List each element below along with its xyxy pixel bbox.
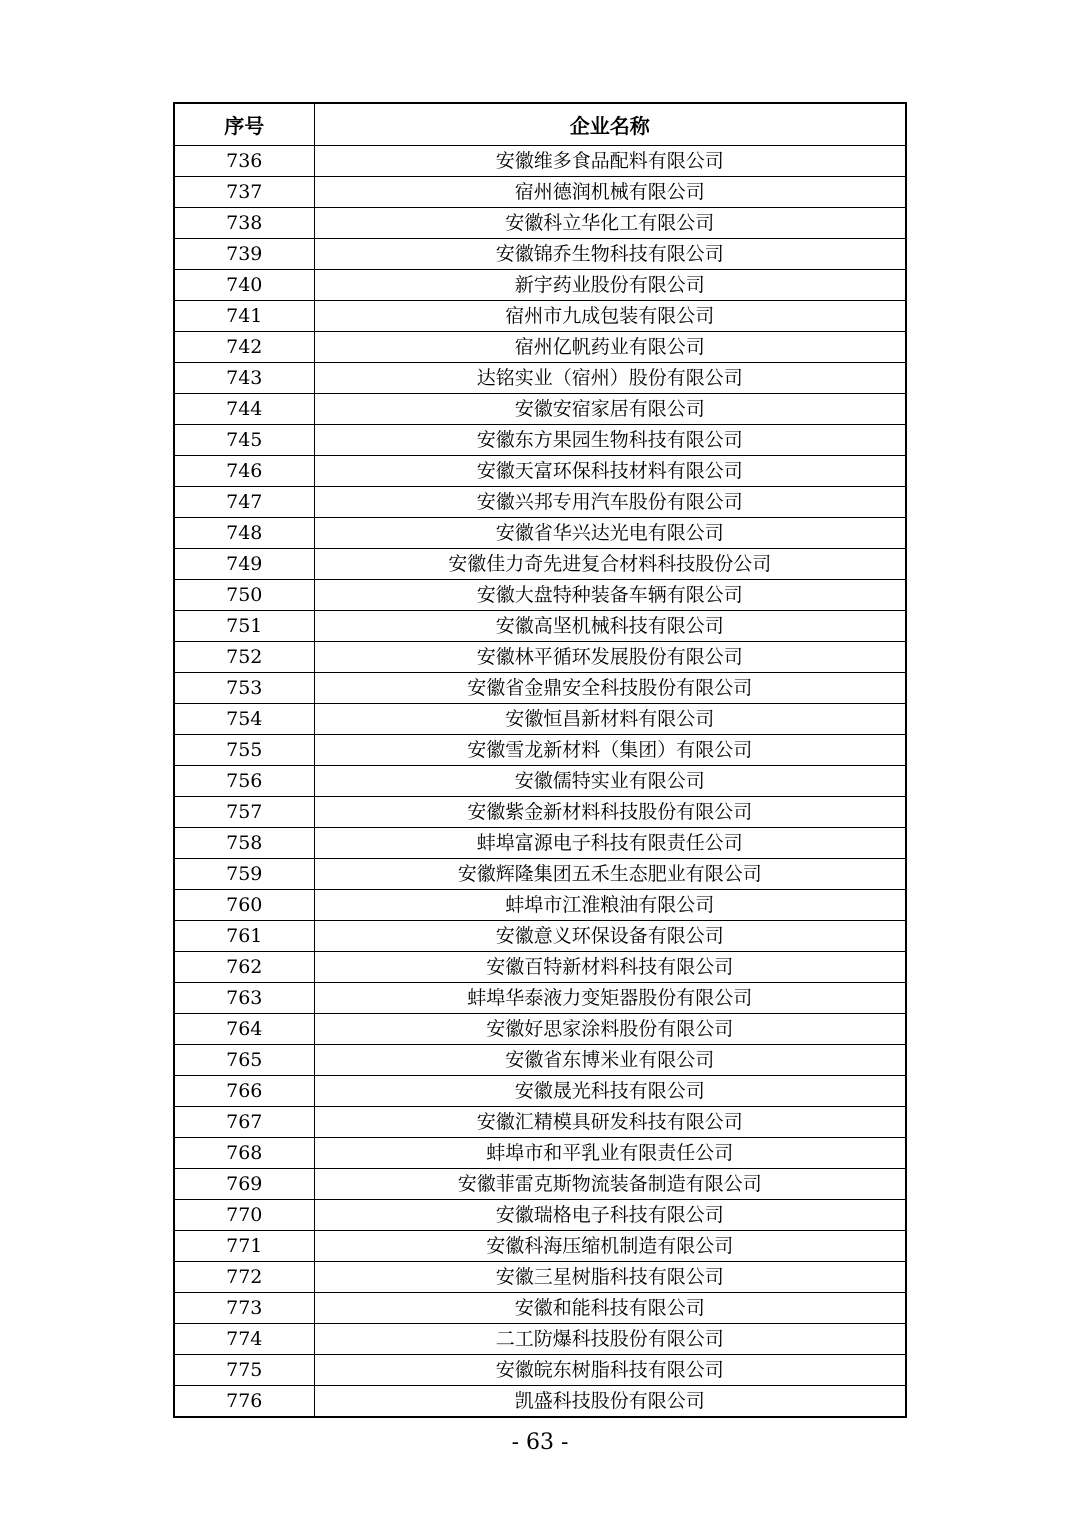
row-index: 739 bbox=[174, 238, 314, 269]
row-index: 765 bbox=[174, 1044, 314, 1075]
row-company-name: 安徽安宿家居有限公司 bbox=[314, 393, 906, 424]
row-index: 766 bbox=[174, 1075, 314, 1106]
row-index: 751 bbox=[174, 610, 314, 641]
table-row bbox=[174, 734, 906, 765]
row-company-name: 蚌埠市和平乳业有限责任公司 bbox=[314, 1137, 906, 1168]
row-index: 774 bbox=[174, 1323, 314, 1354]
row-index: 755 bbox=[174, 734, 314, 765]
row-company-name: 蚌埠富源电子科技有限责任公司 bbox=[314, 827, 906, 858]
row-index: 743 bbox=[174, 362, 314, 393]
table-row bbox=[174, 1385, 906, 1417]
table-row bbox=[174, 1261, 906, 1292]
table-row bbox=[174, 331, 906, 362]
table-row bbox=[174, 951, 906, 982]
table-row bbox=[174, 207, 906, 238]
row-company-name: 新宇药业股份有限公司 bbox=[314, 269, 906, 300]
row-index: 768 bbox=[174, 1137, 314, 1168]
table-row bbox=[174, 145, 906, 176]
row-company-name: 安徽雪龙新材料（集团）有限公司 bbox=[314, 734, 906, 765]
row-index: 740 bbox=[174, 269, 314, 300]
row-company-name: 凯盛科技股份有限公司 bbox=[314, 1385, 906, 1417]
row-index: 763 bbox=[174, 982, 314, 1013]
row-index: 771 bbox=[174, 1230, 314, 1261]
table-row bbox=[174, 269, 906, 300]
table-row bbox=[174, 300, 906, 331]
row-company-name: 安徽兴邦专用汽车股份有限公司 bbox=[314, 486, 906, 517]
row-index: 749 bbox=[174, 548, 314, 579]
table-row bbox=[174, 1199, 906, 1230]
row-company-name: 宿州德润机械有限公司 bbox=[314, 176, 906, 207]
table-row bbox=[174, 362, 906, 393]
table-row bbox=[174, 1354, 906, 1385]
row-company-name: 安徽好思家涂料股份有限公司 bbox=[314, 1013, 906, 1044]
row-index: 760 bbox=[174, 889, 314, 920]
table-row bbox=[174, 672, 906, 703]
table-row bbox=[174, 641, 906, 672]
row-company-name: 安徽三星树脂科技有限公司 bbox=[314, 1261, 906, 1292]
row-company-name: 安徽大盘特种装备车辆有限公司 bbox=[314, 579, 906, 610]
row-index: 756 bbox=[174, 765, 314, 796]
row-index: 742 bbox=[174, 331, 314, 362]
row-company-name: 安徽林平循环发展股份有限公司 bbox=[314, 641, 906, 672]
table-row bbox=[174, 796, 906, 827]
row-company-name: 安徽瑞格电子科技有限公司 bbox=[314, 1199, 906, 1230]
row-company-name: 安徽皖东树脂科技有限公司 bbox=[314, 1354, 906, 1385]
table-row bbox=[174, 1137, 906, 1168]
table-row bbox=[174, 486, 906, 517]
row-index: 758 bbox=[174, 827, 314, 858]
row-index: 747 bbox=[174, 486, 314, 517]
table-row bbox=[174, 455, 906, 486]
table-row bbox=[174, 858, 906, 889]
table-row bbox=[174, 889, 906, 920]
row-company-name: 达铭实业（宿州）股份有限公司 bbox=[314, 362, 906, 393]
row-company-name: 安徽菲雷克斯物流装备制造有限公司 bbox=[314, 1168, 906, 1199]
table-row bbox=[174, 393, 906, 424]
row-index: 764 bbox=[174, 1013, 314, 1044]
row-index: 746 bbox=[174, 455, 314, 486]
table-row bbox=[174, 765, 906, 796]
row-index: 775 bbox=[174, 1354, 314, 1385]
row-index: 736 bbox=[174, 145, 314, 176]
row-company-name: 安徽佳力奇先进复合材料科技股份公司 bbox=[314, 548, 906, 579]
row-index: 767 bbox=[174, 1106, 314, 1137]
row-company-name: 安徽意义环保设备有限公司 bbox=[314, 920, 906, 951]
row-company-name: 安徽天富环保科技材料有限公司 bbox=[314, 455, 906, 486]
table-row bbox=[174, 1230, 906, 1261]
row-index: 741 bbox=[174, 300, 314, 331]
table-row bbox=[174, 1106, 906, 1137]
table-row bbox=[174, 1323, 906, 1354]
row-index: 748 bbox=[174, 517, 314, 548]
row-index: 750 bbox=[174, 579, 314, 610]
row-company-name: 蚌埠华泰液力变矩器股份有限公司 bbox=[314, 982, 906, 1013]
row-company-name: 安徽辉隆集团五禾生态肥业有限公司 bbox=[314, 858, 906, 889]
table-row bbox=[174, 827, 906, 858]
row-company-name: 安徽紫金新材料科技股份有限公司 bbox=[314, 796, 906, 827]
row-company-name: 安徽锦乔生物科技有限公司 bbox=[314, 238, 906, 269]
table-header-row bbox=[174, 103, 906, 145]
row-index: 753 bbox=[174, 672, 314, 703]
page-number: - 63 - bbox=[511, 1430, 569, 1455]
row-company-name: 安徽晟光科技有限公司 bbox=[314, 1075, 906, 1106]
table-row bbox=[174, 610, 906, 641]
row-company-name: 安徽百特新材料科技有限公司 bbox=[314, 951, 906, 982]
row-company-name: 安徽省东博米业有限公司 bbox=[314, 1044, 906, 1075]
row-index: 761 bbox=[174, 920, 314, 951]
header-company-name: 企业名称 bbox=[314, 103, 906, 145]
row-index: 757 bbox=[174, 796, 314, 827]
row-company-name: 宿州市九成包装有限公司 bbox=[314, 300, 906, 331]
header-index: 序号 bbox=[174, 103, 314, 145]
row-index: 737 bbox=[174, 176, 314, 207]
row-company-name: 宿州亿帆药业有限公司 bbox=[314, 331, 906, 362]
row-company-name: 安徽和能科技有限公司 bbox=[314, 1292, 906, 1323]
table-row bbox=[174, 1075, 906, 1106]
table-row bbox=[174, 920, 906, 951]
table-row bbox=[174, 424, 906, 455]
row-company-name: 安徽科立华化工有限公司 bbox=[314, 207, 906, 238]
table-row bbox=[174, 176, 906, 207]
row-index: 772 bbox=[174, 1261, 314, 1292]
row-index: 759 bbox=[174, 858, 314, 889]
row-index: 754 bbox=[174, 703, 314, 734]
row-index: 770 bbox=[174, 1199, 314, 1230]
row-company-name: 二工防爆科技股份有限公司 bbox=[314, 1323, 906, 1354]
row-company-name: 安徽省华兴达光电有限公司 bbox=[314, 517, 906, 548]
row-company-name: 安徽汇精模具研发科技有限公司 bbox=[314, 1106, 906, 1137]
table-row bbox=[174, 517, 906, 548]
row-index: 776 bbox=[174, 1385, 314, 1417]
table-row bbox=[174, 238, 906, 269]
table-body bbox=[174, 145, 906, 1417]
row-company-name: 安徽省金鼎安全科技股份有限公司 bbox=[314, 672, 906, 703]
row-index: 744 bbox=[174, 393, 314, 424]
table-row bbox=[174, 1292, 906, 1323]
row-company-name: 安徽恒昌新材料有限公司 bbox=[314, 703, 906, 734]
table-row bbox=[174, 1168, 906, 1199]
row-index: 762 bbox=[174, 951, 314, 982]
row-index: 773 bbox=[174, 1292, 314, 1323]
row-company-name: 安徽维多食品配料有限公司 bbox=[314, 145, 906, 176]
table-row bbox=[174, 548, 906, 579]
table-row bbox=[174, 1013, 906, 1044]
row-company-name: 安徽儒特实业有限公司 bbox=[314, 765, 906, 796]
table-row bbox=[174, 703, 906, 734]
row-index: 752 bbox=[174, 641, 314, 672]
row-index: 738 bbox=[174, 207, 314, 238]
table-row bbox=[174, 1044, 906, 1075]
company-table bbox=[173, 102, 907, 1418]
row-company-name: 安徽东方果园生物科技有限公司 bbox=[314, 424, 906, 455]
table-row bbox=[174, 982, 906, 1013]
row-index: 769 bbox=[174, 1168, 314, 1199]
table-row bbox=[174, 579, 906, 610]
row-company-name: 蚌埠市江淮粮油有限公司 bbox=[314, 889, 906, 920]
row-company-name: 安徽高坚机械科技有限公司 bbox=[314, 610, 906, 641]
row-index: 745 bbox=[174, 424, 314, 455]
row-company-name: 安徽科海压缩机制造有限公司 bbox=[314, 1230, 906, 1261]
